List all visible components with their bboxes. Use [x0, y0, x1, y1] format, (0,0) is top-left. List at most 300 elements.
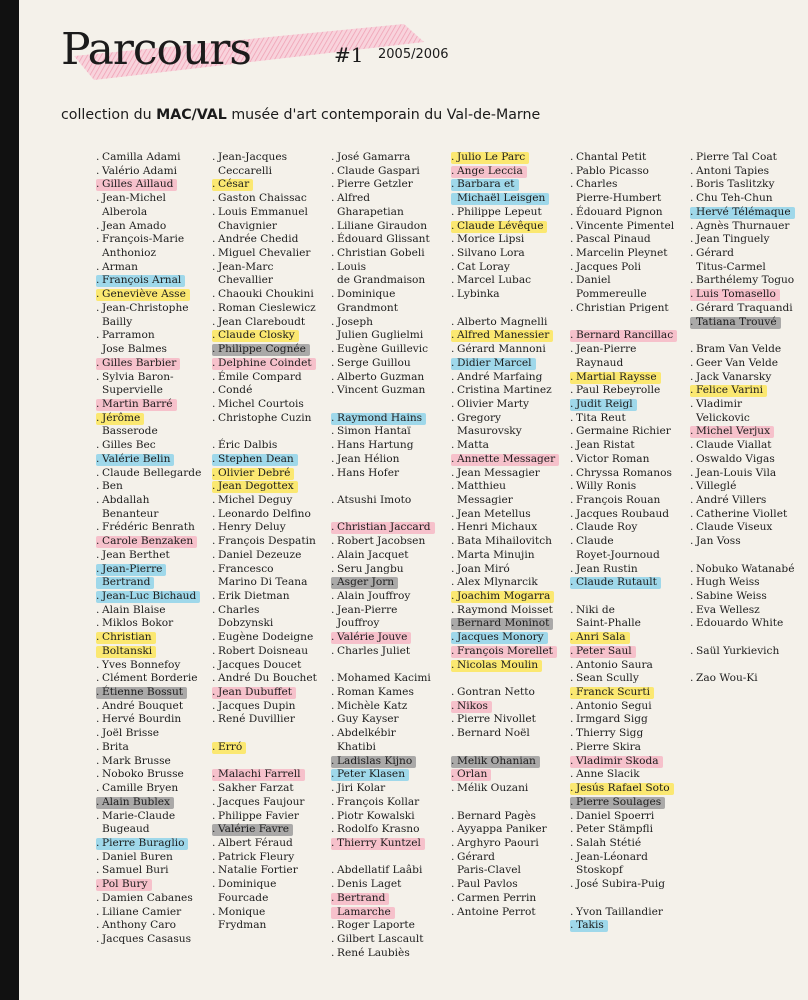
bullet-dot: .: [451, 480, 455, 493]
artist-name: Patrick Fleury: [218, 850, 295, 863]
bullet-dot: .: [96, 768, 100, 781]
artist-entry: [570, 768, 698, 782]
artist-list: [96, 151, 224, 947]
bullet-dot: .: [96, 260, 100, 273]
artist-entry: [331, 590, 459, 604]
bullet-dot: .: [570, 686, 574, 699]
bullet-dot: .: [570, 329, 574, 342]
artist-entry: [690, 206, 808, 220]
artist-entry: [570, 549, 698, 563]
artist-name: Jean Rustin: [576, 562, 638, 575]
bullet-dot: .: [212, 521, 216, 534]
artist-entry: [96, 316, 224, 330]
artist-name: Joachim Mogarra: [457, 590, 551, 602]
artist-name: Olivier Debré: [218, 466, 291, 479]
bullet-dot: .: [96, 521, 100, 534]
artist-entry: [570, 576, 698, 590]
artist-name: Roger Laporte: [337, 919, 415, 932]
artist-name: Daniel: [576, 274, 611, 287]
bullet-dot: .: [331, 370, 335, 383]
artist-name: Jan Voss: [696, 535, 741, 548]
list-spacer: [331, 398, 459, 412]
artist-entry: [451, 864, 579, 878]
artist-entry: [96, 521, 224, 535]
artist-name: André Marfaing: [457, 370, 543, 383]
artist-entry: [451, 384, 579, 398]
artist-name: Melik Ohanian: [457, 754, 536, 767]
bullet-dot: .: [96, 836, 100, 849]
artist-name: Gérard: [457, 850, 495, 863]
artist-entry: [212, 384, 340, 398]
bullet-dot: .: [96, 686, 100, 699]
bullet-dot: .: [212, 233, 216, 246]
artist-name: Gilbert Lascault: [337, 932, 424, 945]
artist-name: Abdallah: [102, 493, 150, 506]
artist-entry: [451, 906, 579, 920]
artist-name: Bernard Rancillac: [576, 329, 674, 342]
bullet-dot: .: [570, 205, 574, 218]
artist-name: Bram Van Velde: [696, 343, 782, 356]
bullet-dot: .: [451, 782, 455, 795]
bullet-dot: .: [451, 878, 455, 891]
bullet-dot: .: [570, 713, 574, 726]
artist-entry: [331, 933, 459, 947]
bullet-dot: .: [96, 301, 100, 314]
artist-name: Martial Raysse: [576, 370, 657, 383]
artist-entry: [212, 480, 340, 494]
bullet-dot: .: [570, 274, 574, 287]
artist-entry: [212, 741, 340, 755]
bullet-dot: .: [690, 576, 694, 589]
artist-name: Jean-Jacques: [218, 151, 288, 163]
artist-name: Jacques Monory: [457, 631, 544, 644]
artist-name: André Villers: [696, 493, 767, 506]
artist-name: Yvon Taillandier: [576, 905, 663, 918]
artist-name: François Arnal: [102, 274, 182, 287]
bullet-dot: .: [96, 356, 100, 369]
artist-entry: [96, 727, 224, 741]
bullet-dot: .: [96, 740, 100, 753]
artist-name: Alain Jacquet: [337, 548, 409, 561]
artist-name: Sabine Weiss: [696, 590, 767, 602]
artist-name: Miklos Bokor: [102, 617, 174, 630]
artist-name: Christian Prigent: [576, 301, 669, 314]
artist-name: Pablo Picasso: [576, 164, 649, 177]
artist-entry: [96, 508, 224, 522]
artist-entry: [96, 535, 224, 549]
bullet-dot: .: [570, 768, 574, 781]
artist-name: Jean-Pierre: [102, 562, 163, 575]
artist-name: Pol Bury: [102, 878, 148, 891]
artist-name: Marcel Lubac: [457, 274, 532, 287]
bullet-dot: .: [212, 809, 216, 822]
artist-entry: [331, 247, 459, 261]
artist-entry: [451, 288, 579, 302]
artist-entry: [212, 467, 340, 481]
bullet-dot: .: [331, 891, 335, 904]
artist-name: Joël Brisse: [102, 727, 160, 740]
artist-name: Michèle Katz: [337, 699, 408, 712]
artist-name: Alain Bublex: [102, 795, 170, 808]
artist-entry: [570, 398, 698, 412]
bullet-dot: .: [96, 562, 100, 575]
artist-name: Jérôme: [102, 411, 141, 424]
artist-name: Anne Slacik: [576, 768, 640, 781]
artist-name: Claude Rutault: [576, 576, 657, 589]
bullet-dot: .: [331, 809, 335, 822]
artist-entry: [331, 261, 459, 275]
artist-entry: [212, 192, 340, 206]
bullet-dot: .: [451, 768, 455, 781]
artist-name: Claude Roy: [576, 521, 638, 534]
bullet-dot: .: [451, 891, 455, 904]
artist-entry: [96, 563, 224, 577]
issue-year: 2005/2006: [378, 47, 449, 62]
artist-name: Albert Féraud: [218, 836, 293, 849]
artist-name: Émile Compard: [218, 370, 302, 383]
list-spacer: [331, 659, 459, 673]
artist-entry: [451, 604, 579, 618]
artist-name: Chu Teh-Chun: [696, 192, 773, 205]
artist-entry: [212, 178, 340, 192]
bullet-dot: .: [451, 727, 455, 740]
artist-entry: [690, 343, 808, 357]
artist-name: Martin Barré: [102, 397, 173, 410]
artist-entry: [570, 453, 698, 467]
artist-name: Silvano Lora: [457, 247, 525, 260]
artist-name: Andrée Chedid: [218, 233, 299, 246]
artist-entry: [212, 549, 340, 563]
artist-name: Sylvia Baron-: [102, 370, 174, 383]
artist-entry: [212, 906, 340, 920]
artist-entry: [690, 247, 808, 261]
artist-name: Jean-Léonard: [576, 850, 648, 863]
artist-entry: [331, 412, 459, 426]
artist-name: Parramon: [102, 329, 155, 342]
bullet-dot: .: [451, 178, 455, 191]
artist-entry: [331, 755, 459, 769]
artist-entry: [212, 590, 340, 604]
artist-entry: [570, 782, 698, 796]
bullet-dot: .: [212, 329, 216, 342]
artist-entry: [570, 864, 698, 878]
bullet-dot: .: [212, 397, 216, 410]
artist-name: Geneviève Asse: [102, 288, 186, 301]
artist-entry: [96, 453, 224, 467]
artist-entry: [451, 439, 579, 453]
artist-name: Gilles Barbier: [102, 356, 177, 369]
artist-entry: [451, 151, 579, 165]
artist-name: Abdellatif Laâbi: [337, 864, 423, 877]
artist-name: Nobuko Watanabé: [696, 562, 795, 575]
artist-name: Vincente Pimentel: [576, 219, 675, 232]
artist-entry: [96, 371, 224, 385]
artist-entry: [212, 878, 340, 892]
bullet-dot: .: [570, 301, 574, 314]
bullet-dot: .: [451, 850, 455, 863]
bullet-dot: .: [331, 535, 335, 548]
artist-name: Jean Berthet: [102, 548, 170, 561]
artist-name: Valérie Favre: [218, 823, 290, 836]
list-spacer: [570, 892, 698, 906]
bullet-dot: .: [331, 288, 335, 301]
artist-name: Jean-Marc: [218, 260, 274, 273]
artist-entry: [451, 892, 579, 906]
bullet-dot: .: [331, 260, 335, 273]
bullet-dot: .: [451, 411, 455, 424]
bullet-dot: .: [570, 672, 574, 685]
bullet-dot: .: [96, 439, 100, 452]
artist-entry: [451, 878, 579, 892]
bullet-dot: .: [331, 247, 335, 260]
bullet-dot: .: [96, 466, 100, 479]
artist-name: Raymond Moisset: [457, 603, 553, 616]
bullet-dot: .: [96, 864, 100, 877]
artist-name: Jean-Christophe: [102, 301, 189, 314]
bullet-dot: .: [331, 192, 335, 205]
bullet-dot: .: [690, 439, 694, 452]
artist-name: Jean Ristat: [576, 439, 635, 452]
artist-entry: [96, 700, 224, 714]
artist-name: Willy Ronis: [576, 480, 637, 493]
artist-name: Vladimir: [696, 397, 743, 410]
artist-name: Jean Degottex: [218, 480, 294, 493]
artist-name: de Grandmaison: [337, 274, 426, 287]
artist-entry: [331, 782, 459, 796]
artist-name: Abdelkébir: [337, 727, 396, 740]
bullet-dot: .: [212, 507, 216, 520]
artist-entry: [570, 686, 698, 700]
artist-entry: [451, 178, 579, 192]
artist-entry: [570, 384, 698, 398]
artist-name: Denis Laget: [337, 878, 402, 891]
artist-name: Jesús Rafael Soto: [576, 782, 670, 795]
bullet-dot: .: [570, 809, 574, 822]
bullet-dot: .: [690, 617, 694, 630]
artist-name: Louis: [337, 260, 367, 273]
artist-name: Alain Blaise: [102, 603, 166, 616]
artist-entry: [690, 261, 808, 275]
artist-entry: [570, 672, 698, 686]
artist-name: Gharapetian: [337, 205, 404, 218]
artist-name: Michaël Leisgen: [457, 192, 546, 205]
artist-name: Joan Miró: [457, 562, 510, 575]
artist-entry: [451, 659, 579, 673]
artist-column-6: [690, 151, 808, 686]
bullet-dot: .: [212, 384, 216, 397]
artist-name: Bernard Noël: [457, 727, 530, 740]
artist-name: Royet-Journoud: [576, 548, 660, 561]
artist-name: Lybinka: [457, 288, 500, 301]
artist-name: Jean-Pierre: [337, 603, 398, 616]
bullet-dot: .: [690, 178, 694, 191]
artist-entry: [96, 851, 224, 865]
bullet-dot: .: [451, 823, 455, 836]
bullet-dot: .: [570, 535, 574, 548]
artist-name: Titus-Carmel: [696, 260, 766, 273]
artist-entry: [570, 206, 698, 220]
bullet-dot: .: [451, 452, 455, 465]
artist-name: Salah Stétié: [576, 836, 642, 849]
artist-entry: [690, 165, 808, 179]
artist-entry: [212, 810, 340, 824]
bullet-dot: .: [212, 878, 216, 891]
artist-entry: [96, 810, 224, 824]
artist-entry: [690, 494, 808, 508]
artist-name: Agnès Thurnauer: [696, 219, 790, 232]
artist-entry: [212, 700, 340, 714]
bullet-dot: .: [212, 452, 216, 465]
bullet-dot: .: [451, 535, 455, 548]
artist-entry: [96, 919, 224, 933]
bullet-dot: .: [331, 548, 335, 561]
artist-entry: [331, 316, 459, 330]
bullet-dot: .: [212, 301, 216, 314]
bullet-dot: .: [690, 247, 694, 260]
bullet-dot: .: [451, 562, 455, 575]
artist-name: Frédéric Benrath: [102, 521, 195, 534]
artist-name: Claude Closky: [218, 329, 295, 342]
artist-entry: [96, 439, 224, 453]
artist-name: Matthieu: [457, 480, 506, 493]
list-spacer: [570, 590, 698, 604]
artist-entry: [212, 508, 340, 522]
artist-entry: [570, 357, 698, 371]
bullet-dot: .: [331, 411, 335, 424]
bullet-dot: .: [212, 548, 216, 561]
artist-name: Felice Varini: [696, 384, 764, 397]
bullet-dot: .: [96, 658, 100, 671]
artist-entry: [212, 823, 340, 837]
artist-name: Nikos: [457, 699, 488, 712]
bullet-dot: .: [212, 864, 216, 877]
artist-name: Claude: [576, 535, 614, 548]
artist-name: Pierre Getzler: [337, 178, 413, 191]
artist-name: Bugeaud: [102, 823, 150, 836]
bullet-dot: .: [451, 164, 455, 177]
artist-entry: [96, 672, 224, 686]
bullet-dot: .: [331, 315, 335, 328]
artist-name: Jouffroy: [337, 617, 380, 630]
list-spacer: [212, 727, 340, 741]
artist-entry: [690, 220, 808, 234]
artist-name: Barbara et: [457, 178, 515, 191]
artist-entry: [212, 782, 340, 796]
artist-name: Leonardo Delfino: [218, 507, 311, 520]
artist-entry: [96, 549, 224, 563]
artist-entry: [570, 659, 698, 673]
artist-name: Anthonioz: [102, 247, 157, 260]
artist-name: Franck Scurti: [576, 686, 650, 699]
bullet-dot: .: [690, 466, 694, 479]
artist-entry: [331, 823, 459, 837]
artist-entry: [212, 453, 340, 467]
artist-name: Mélik Ouzani: [457, 782, 529, 795]
artist-entry: [331, 535, 459, 549]
artist-entry: [331, 672, 459, 686]
bullet-dot: .: [451, 288, 455, 301]
artist-name: Ladislas Kijno: [337, 754, 413, 767]
artist-name: Bailly: [102, 315, 133, 328]
artist-entry: [570, 480, 698, 494]
artist-entry: [212, 247, 340, 261]
artist-entry: [451, 590, 579, 604]
bullet-dot: .: [331, 219, 335, 232]
artist-entry: [570, 220, 698, 234]
artist-entry: [212, 672, 340, 686]
bullet-dot: .: [96, 219, 100, 232]
artist-name: Pommereulle: [576, 288, 647, 301]
artist-entry: [212, 768, 340, 782]
artist-entry: [570, 521, 698, 535]
artist-name: Hans Hartung: [337, 439, 414, 452]
artist-entry: [212, 357, 340, 371]
bullet-dot: .: [96, 905, 100, 918]
artist-name: Marcelin Pleynet: [576, 247, 668, 260]
bullet-dot: .: [570, 164, 574, 177]
bullet-dot: .: [690, 521, 694, 534]
bullet-dot: .: [690, 425, 694, 438]
bullet-dot: .: [570, 782, 574, 795]
artist-name: Guy Kayser: [337, 713, 399, 726]
artist-name: Camille Bryen: [102, 782, 179, 795]
artist-entry: [331, 631, 459, 645]
artist-name: Ange Leccia: [457, 164, 523, 177]
artist-entry: [96, 892, 224, 906]
bullet-dot: .: [570, 576, 574, 589]
artist-name: Supervielle: [102, 384, 163, 397]
list-spacer: [690, 549, 808, 563]
bullet-dot: .: [96, 782, 100, 795]
artist-name: Julio Le Parc: [457, 151, 526, 163]
bullet-dot: .: [690, 370, 694, 383]
bullet-dot: .: [570, 452, 574, 465]
artist-name: René Duvillier: [218, 713, 295, 726]
bullet-dot: .: [570, 603, 574, 616]
artist-entry: [451, 521, 579, 535]
list-spacer: [690, 659, 808, 673]
bullet-dot: .: [212, 590, 216, 602]
artist-column-4: [451, 151, 579, 919]
artist-entry: [331, 521, 459, 535]
artist-name: Eugène Dodeigne: [218, 631, 314, 644]
artist-name: Germaine Richier: [576, 425, 671, 438]
artist-name: Chaouki Choukini: [218, 288, 314, 301]
artist-name: Jiri Kolar: [337, 782, 386, 795]
artist-name: Jacques Roubaud: [576, 507, 670, 520]
artist-entry: [212, 261, 340, 275]
bullet-dot: .: [690, 672, 694, 685]
artist-name: Carole Benzaken: [102, 535, 194, 548]
artist-name: Alain Jouffroy: [337, 590, 411, 602]
artist-name: Antonio Saura: [576, 658, 653, 671]
artist-name: Annette Messager: [457, 452, 556, 465]
artist-name: Jean Hélion: [337, 452, 400, 465]
artist-name: Cat Loray: [457, 260, 510, 273]
artist-entry: [451, 768, 579, 782]
artist-entry: [96, 617, 224, 631]
bullet-dot: .: [570, 878, 574, 891]
bullet-dot: .: [451, 548, 455, 561]
artist-entry: [96, 247, 224, 261]
artist-name: Joseph: [337, 315, 373, 328]
artist-name: Hervé Télémaque: [696, 205, 791, 218]
artist-name: Dominique: [218, 878, 277, 891]
bullet-dot: .: [212, 644, 216, 657]
artist-name: Condé: [218, 384, 253, 397]
artist-name: Pierre Nivollet: [457, 713, 536, 726]
artist-name: Henry Deluy: [218, 521, 286, 534]
